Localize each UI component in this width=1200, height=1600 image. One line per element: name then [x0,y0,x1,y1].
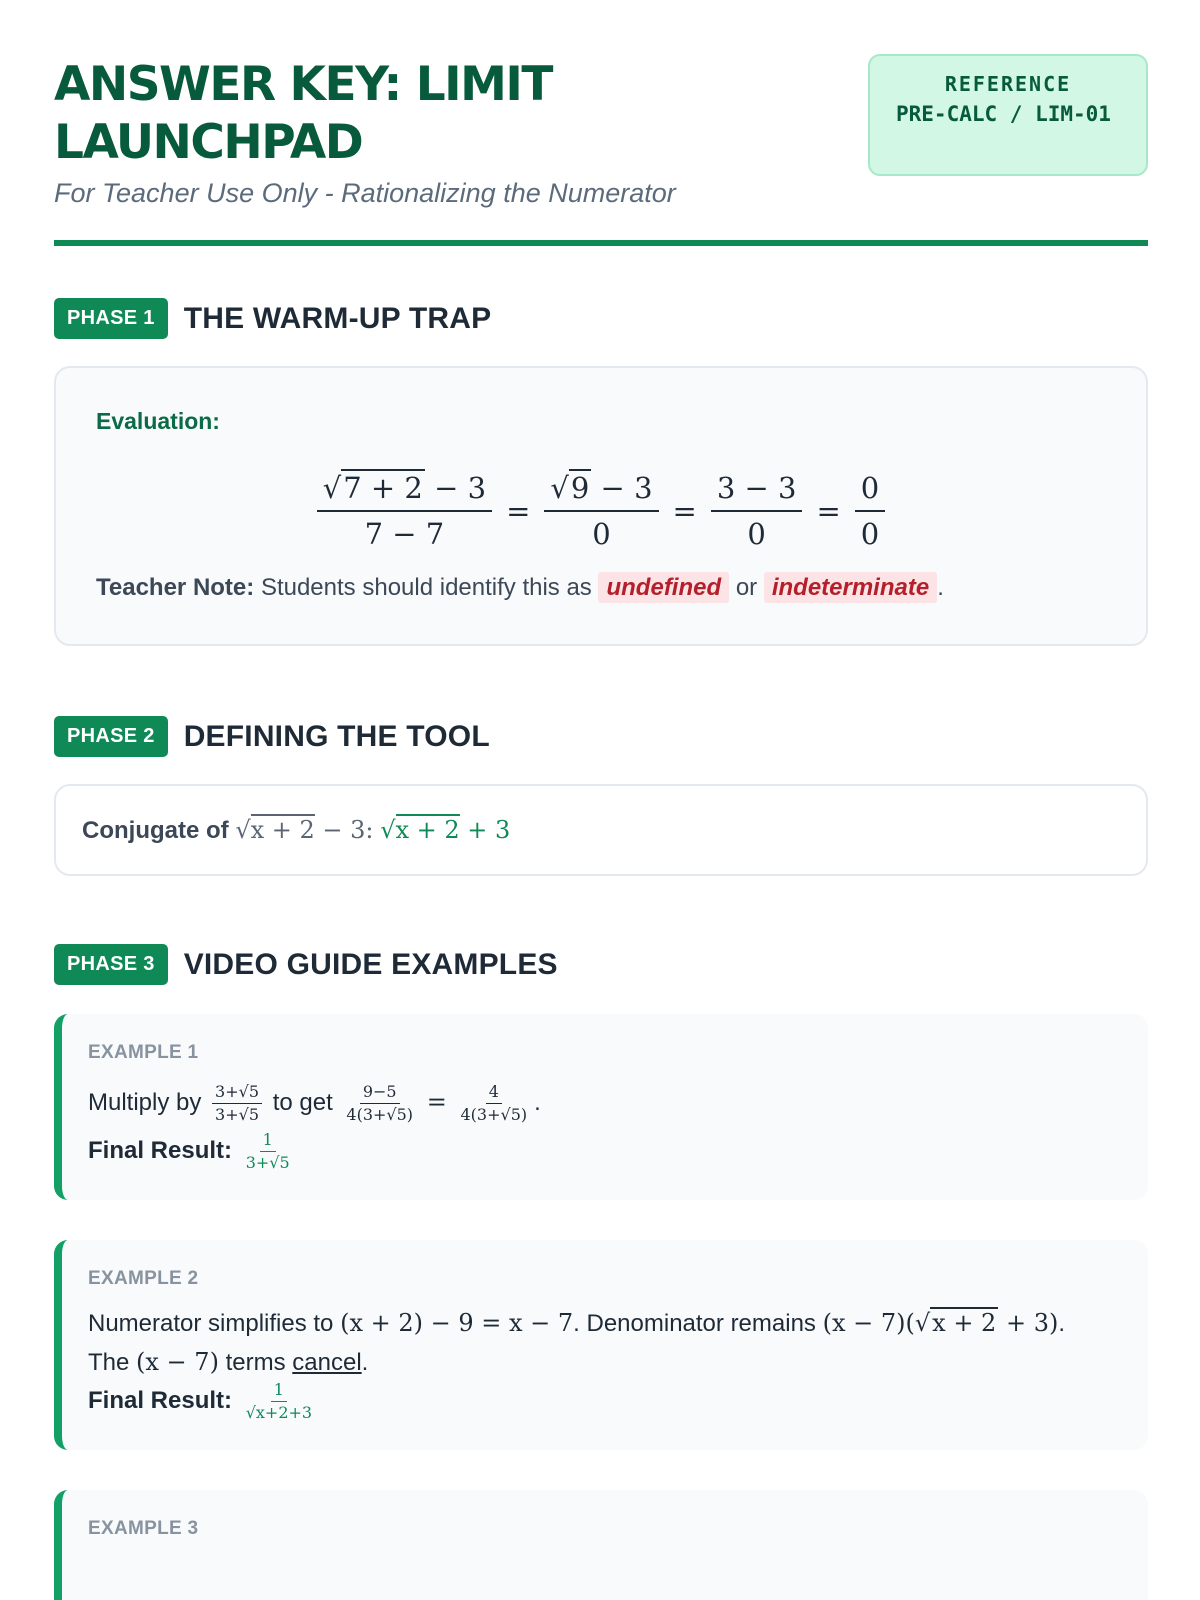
denominator: 0 [592,517,611,551]
denominator: 0 [860,517,880,551]
denominator: √x+2+3 [245,1403,313,1422]
example-1-work [88,1082,541,1125]
denominator: 0 [747,517,766,551]
numerator-tail: − 3 [424,471,487,505]
page-header [54,0,1148,246]
example-text: . [1058,1310,1065,1337]
radicand: x + 2 [932,1309,997,1337]
math-expression: (x + 2) − 9 = x − 7 [340,1309,574,1337]
final-result-fraction [243,1130,293,1173]
reference-code: PRE-CALC / LIM-01 [896,102,1111,126]
evaluation-equation [56,470,1146,552]
teacher-note [96,574,944,602]
conjugate-fraction [212,1082,262,1125]
page-title: ANSWER KEY: LIMIT LAUNCHPAD [54,57,552,170]
reference-label: REFERENCE [944,72,1072,96]
evaluation-label: Evaluation: [96,408,220,434]
phase-badge: PHASE 1 [54,298,168,339]
fraction-1: $\frac{√7 + 2 - 3}{7 - 7}$ [317,470,492,552]
radicand: 9 [570,471,590,505]
radicand: x + 2 [250,816,315,844]
equals-sign: = [816,494,841,528]
conjugate-answer: √x + 2 + 3 [380,816,511,844]
fraction-4 [855,470,885,552]
conjugate-label: Conjugate of [82,817,229,844]
evaluation-card [54,366,1148,646]
final-result-fraction [243,1380,315,1423]
phase-title: VIDEO GUIDE EXAMPLES [183,947,558,981]
math-part: (x − 7)(√ [822,1309,931,1337]
answer-tail: + 3 [459,816,511,844]
numerator-tail: − 3 [591,471,653,505]
example-text: Numerator simplifies to [88,1310,334,1337]
phase-3-header [54,944,558,985]
denominator: 4(3+√5) [460,1105,528,1124]
teacher-note-end: . [937,574,944,601]
example-1-final [88,1130,297,1173]
page-subtitle: For Teacher Use Only - Rationalizing the Numerator [54,178,676,208]
example-text: . Denominator remains [573,1310,816,1337]
example-text: terms [225,1349,286,1376]
numerator: 9−5 [360,1082,400,1104]
example-text: to get [272,1088,333,1116]
teacher-note-text: Students should identify this as [260,574,592,601]
equals-sign: = [672,494,697,528]
numerator: 3+√5 [212,1082,262,1104]
conjugate-statement [82,816,510,845]
phase-badge: PHASE 2 [54,716,168,757]
denominator: 4(3+√5) [346,1105,414,1124]
equals-sign: = [506,494,531,528]
phase-title: DEFINING THE TOOL [183,719,490,753]
equals-sign: = [426,1087,447,1116]
phase-badge: PHASE 3 [54,944,168,985]
example-text: . [361,1349,369,1376]
intermediate-fraction [343,1082,416,1125]
phase-title: THE WARM-UP TRAP [183,301,492,335]
final-result-label: Final Result: [88,1386,233,1414]
teacher-note-label: Teacher Note: [96,574,255,601]
highlight-indeterminate: indeterminate [764,572,937,603]
math-part: + 3) [998,1309,1059,1337]
example-card [54,1014,1148,1200]
denominator: 7 − 7 [364,517,445,551]
highlight-undefined: undefined [598,572,729,603]
example-text: The [88,1349,130,1376]
denominator: 3+√5 [245,1153,290,1172]
numerator: 0 [855,470,885,512]
numerator: 3 − 3 [711,470,803,512]
reference-box [868,54,1148,176]
radicand: x + 2 [395,816,460,844]
original-expression: √x + 2 − 3: [235,816,374,844]
example-card [54,1490,1148,1600]
cancel-emphasis: cancel [292,1349,362,1376]
numerator: 1 [271,1380,287,1402]
teacher-note-or: or [735,574,758,601]
phase-1-header [54,298,491,339]
example-card [54,1240,1148,1450]
fraction-3 [711,470,803,552]
math-expression: (x − 7) [136,1348,219,1376]
final-result-label: Final Result: [88,1136,233,1164]
expression-tail: − 3: [314,816,374,844]
simplified-fraction [457,1082,530,1125]
conjugate-card [54,784,1148,876]
example-2-work [88,1304,1065,1382]
radicand: 7 + 2 [343,471,423,505]
example-label: EXAMPLE 1 [88,1042,199,1063]
answer-key-page [54,0,1148,1539]
phase-2-header [54,716,490,757]
example-label: EXAMPLE 2 [88,1268,199,1289]
fraction-2: $\frac{√9 - 3}{0}$ [544,470,658,552]
numerator: 1 [260,1130,276,1152]
numerator: 4 [486,1082,502,1104]
example-label: EXAMPLE 3 [88,1518,199,1539]
denominator: 3+√5 [215,1105,260,1124]
example-text: . [534,1088,541,1116]
example-text: Multiply by [88,1088,202,1116]
math-expression [823,1307,1059,1337]
example-2-final [88,1380,319,1423]
